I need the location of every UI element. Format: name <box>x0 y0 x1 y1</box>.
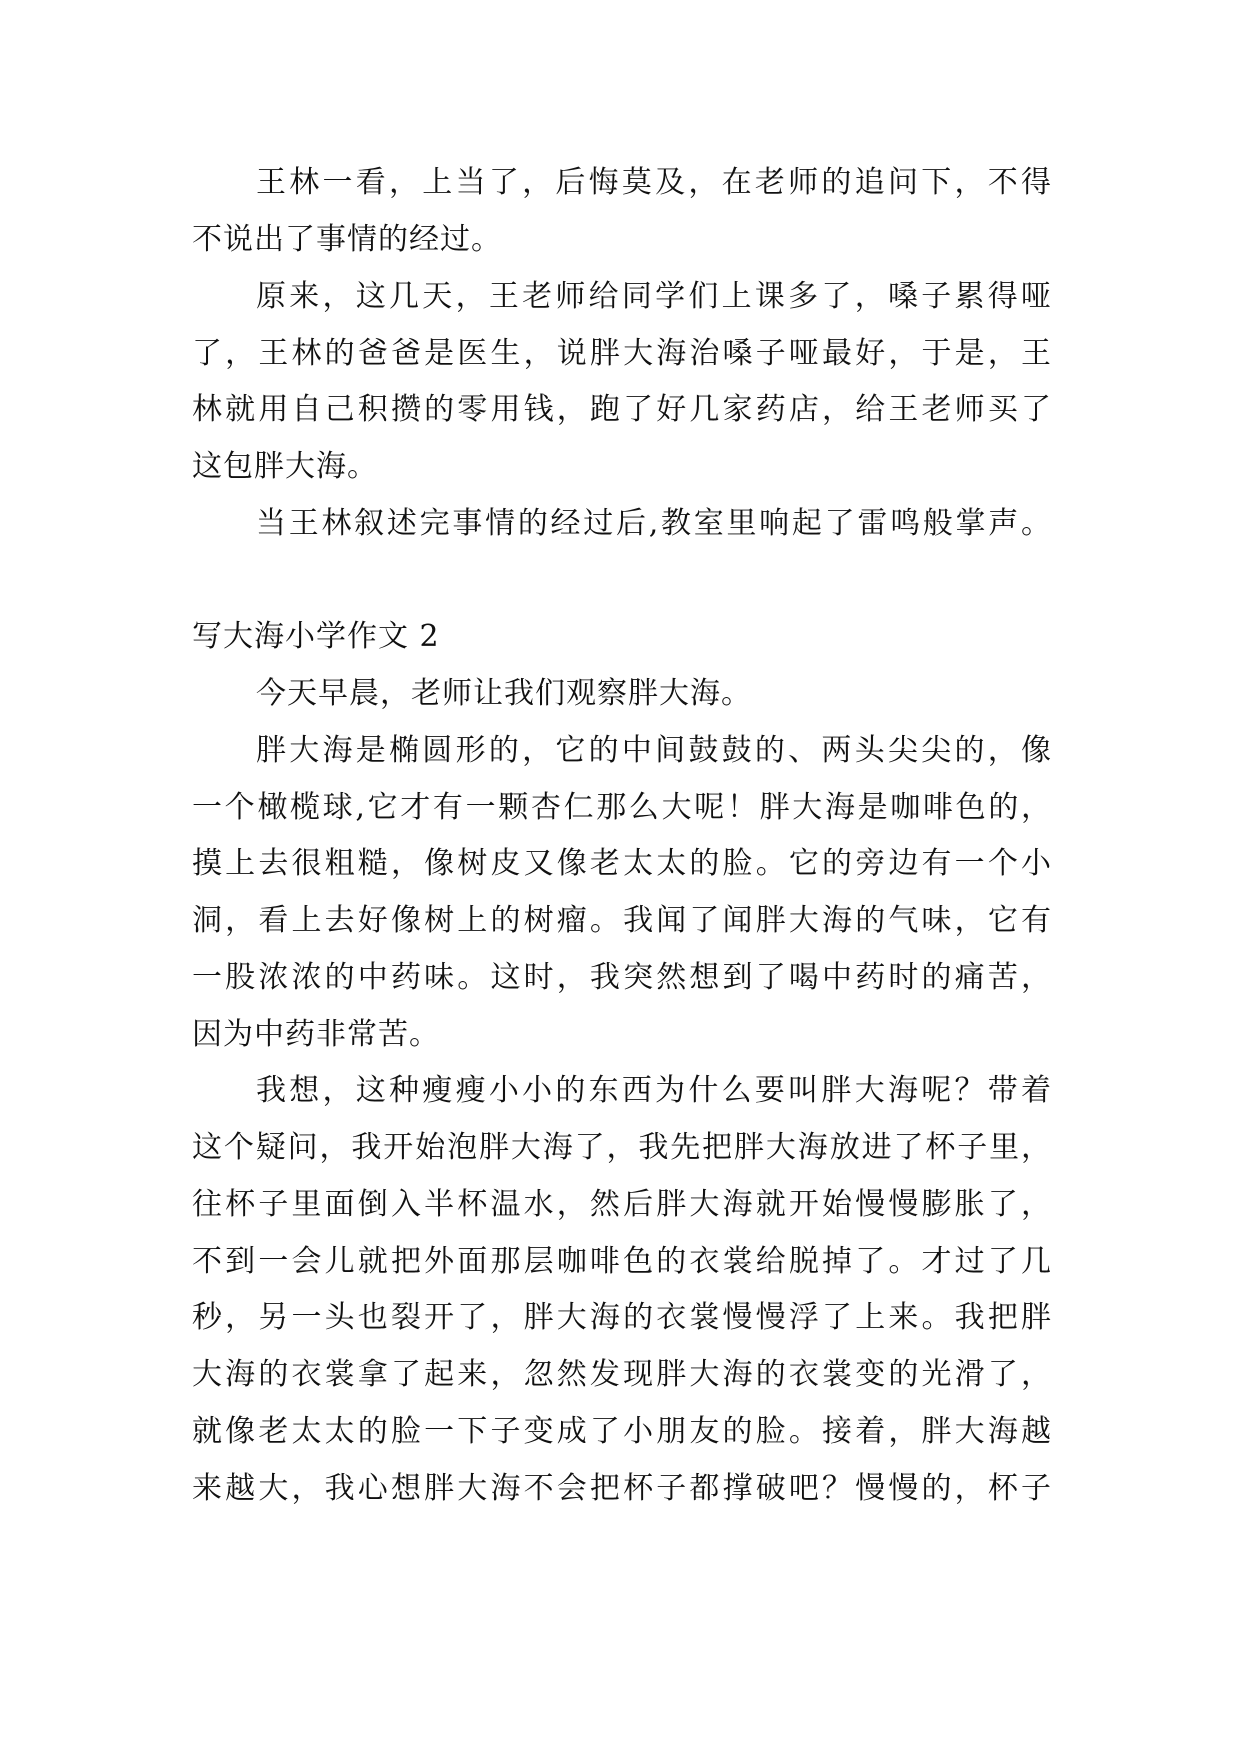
paragraph-line: 了，王林的爸爸是医生，说胖大海治嗓子哑最好，于是，王 <box>192 336 1052 371</box>
paragraph-line: 我想，这种瘦瘦小小的东西为什么要叫胖大海呢？带着 <box>256 1073 1052 1108</box>
paragraph-line: 一个橄榄球,它才有一颗杏仁那么大呢！胖大海是咖啡色的， <box>192 790 1052 825</box>
paragraph-line: 今天早晨，老师让我们观察胖大海。 <box>256 676 752 711</box>
paragraph-line: 胖大海是椭圆形的，它的中间鼓鼓的、两头尖尖的，像 <box>256 733 1052 768</box>
paragraph-line: 来越大，我心想胖大海不会把杯子都撑破吧？慢慢的，杯子 <box>192 1471 1052 1506</box>
paragraph-line: 不到一会儿就把外面那层咖啡色的衣裳给脱掉了。才过了几 <box>192 1244 1052 1279</box>
paragraph-line: 不说出了事情的经过。 <box>192 222 502 257</box>
paragraph-line: 摸上去很粗糙，像树皮又像老太太的脸。它的旁边有一个小 <box>192 846 1052 881</box>
paragraph-line: 这包胖大海。 <box>192 449 378 484</box>
paragraph-line: 秒，另一头也裂开了，胖大海的衣裳慢慢浮了上来。我把胖 <box>192 1300 1052 1335</box>
paragraph-line: 原来，这几天，王老师给同学们上课多了，嗓子累得哑 <box>256 279 1052 314</box>
paragraph-line: 往杯子里面倒入半杯温水，然后胖大海就开始慢慢膨胀了， <box>192 1187 1052 1222</box>
paragraph-line: 这个疑问，我开始泡胖大海了，我先把胖大海放进了杯子里， <box>192 1130 1052 1165</box>
paragraph-line: 一股浓浓的中药味。这时，我突然想到了喝中药时的痛苦， <box>192 960 1052 995</box>
paragraph-line: 就像老太太的脸一下子变成了小朋友的脸。接着，胖大海越 <box>192 1414 1052 1449</box>
paragraph-line: 王林一看，上当了，后悔莫及，在老师的追问下，不得 <box>256 165 1052 200</box>
paragraph-line: 当王林叙述完事情的经过后,教室里响起了雷鸣般掌声。 <box>256 506 1052 541</box>
paragraph-line: 大海的衣裳拿了起来，忽然发现胖大海的衣裳变的光滑了， <box>192 1357 1052 1392</box>
paragraph-line: 洞，看上去好像树上的树瘤。我闻了闻胖大海的气味，它有 <box>192 903 1052 938</box>
paragraph-line: 因为中药非常苦。 <box>192 1017 440 1052</box>
paragraph-line: 林就用自己积攒的零用钱，跑了好几家药店，给王老师买了 <box>192 392 1052 427</box>
section-title: 写大海小学作文 2 <box>192 619 440 654</box>
